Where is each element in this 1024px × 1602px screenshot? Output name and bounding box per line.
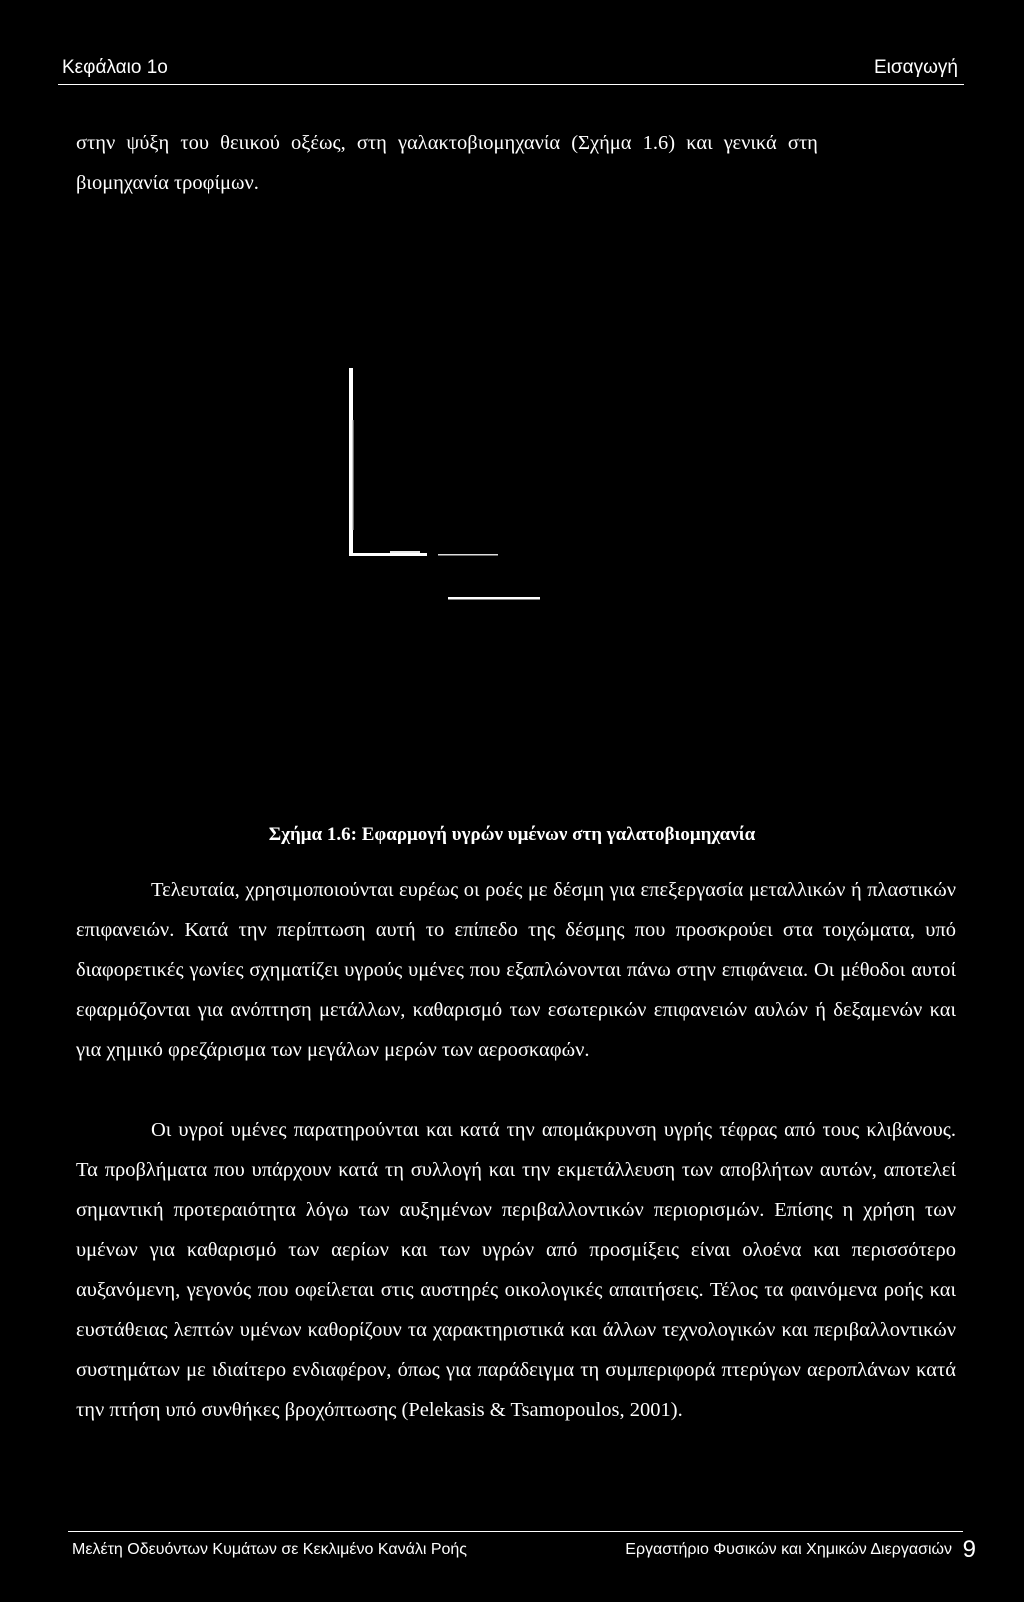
paragraph-line: βιομηχανία τροφίμων. — [76, 172, 259, 194]
footer-lab-name: Εργαστήριο Φυσικών και Χημικών Διεργασιών — [625, 1541, 952, 1558]
paragraph-jet-flows: Τελευταία, χρησιμοποιούνται ευρέως οι ροές με δέσμη για επεξεργασία μεταλλικών ή πλαστικών επιφανειών. Κατά την περίπτωση αυτή το επίπεδο της δέσμης που προσκρούει στα τοιχώματα, υπό διαφορετικές γωνίες σχηματίζει υγρούς υμένες που εξαπλώνονται πάνω στην επιφάνεια. Οι μέθοδοι αυτοί εφαρμόζονται για ανόπτηση μετάλλων, καθαρισμό των εσωτερικών επιφανειών αυλών ή δεξαμενών και για χημικό φρεζάρισμα των μεγάλων μερών των αεροσκαφών. — [76, 879, 956, 1061]
paragraph-line: στην ψύξη του θειικού οξέως, στη γαλακτοβιομηχανία (Σχήμα 1.6) και γενικά στη — [76, 132, 818, 154]
header-divider — [58, 84, 964, 85]
figure-caption — [0, 822, 1024, 848]
figure-horizontal-stroke — [349, 553, 427, 556]
paragraph-intro-continuation — [76, 123, 956, 203]
figure-photo-illustration — [330, 360, 570, 620]
figure-horizontal-stroke-accent — [390, 551, 420, 553]
figure-caption-text: Εφαρμογή υγρών υμένων στη γαλατοβιομηχανία — [361, 824, 756, 845]
running-header — [58, 55, 962, 85]
footer-divider — [68, 1531, 963, 1532]
figure-lower-stroke — [448, 597, 540, 600]
paragraph-liquid-films: Οι υγροί υμένες παρατηρούνται και κατά την απομάκρυνση υγρής τέφρας από τους κλιβάνους. Τα προβλήματα που υπάρχουν κατά τη συλλογή και την εκμετάλλευση των αποβλήτων αυτών, αποτελεί σημαντική προτεραιότητα λόγω των αυξημένων περιβαλλοντικών περιορισμών. Επίσης η χρήση των υμένων για καθαρισμό των αερίων και των υγρών από προσμίξεις είναι ολοένα και περισσότερο αυξανόμενη, γεγονός που οφείλεται στις αυστηρές οικολογικές απαιτήσεις. Τέλος τα φαινόμενα ροής και ευστάθειας λεπτών υμένων καθορίζουν τα χαρακτηριστικά και άλλων τεχνολογικών και περιβαλλοντικών συστημάτων με ιδιαίτερο ενδιαφέρον, όπως για παράδειγμα τη συμπεριφορά πτερύγων αεροπλάνων κατά την πτήση υπό συνθήκες βροχόπτωσης (Pelekasis & Tsamopoulos, 2001). — [76, 1119, 956, 1421]
footer-thesis-title: Μελέτη Οδευόντων Κυμάτων σε Κεκλιμένο Κανάλι Ροής — [72, 1541, 468, 1558]
figure-horizontal-stroke-faint — [438, 554, 498, 556]
figure-label: Σχήμα 1.6: — [268, 824, 357, 845]
figure-image — [330, 360, 570, 620]
running-footer — [72, 1535, 976, 1575]
section-title: Εισαγωγή — [873, 57, 958, 78]
page-number: 9 — [962, 1536, 976, 1563]
chapter-title: Κεφάλαιο 1ο — [62, 57, 168, 78]
figure-vertical-highlight — [352, 420, 354, 530]
